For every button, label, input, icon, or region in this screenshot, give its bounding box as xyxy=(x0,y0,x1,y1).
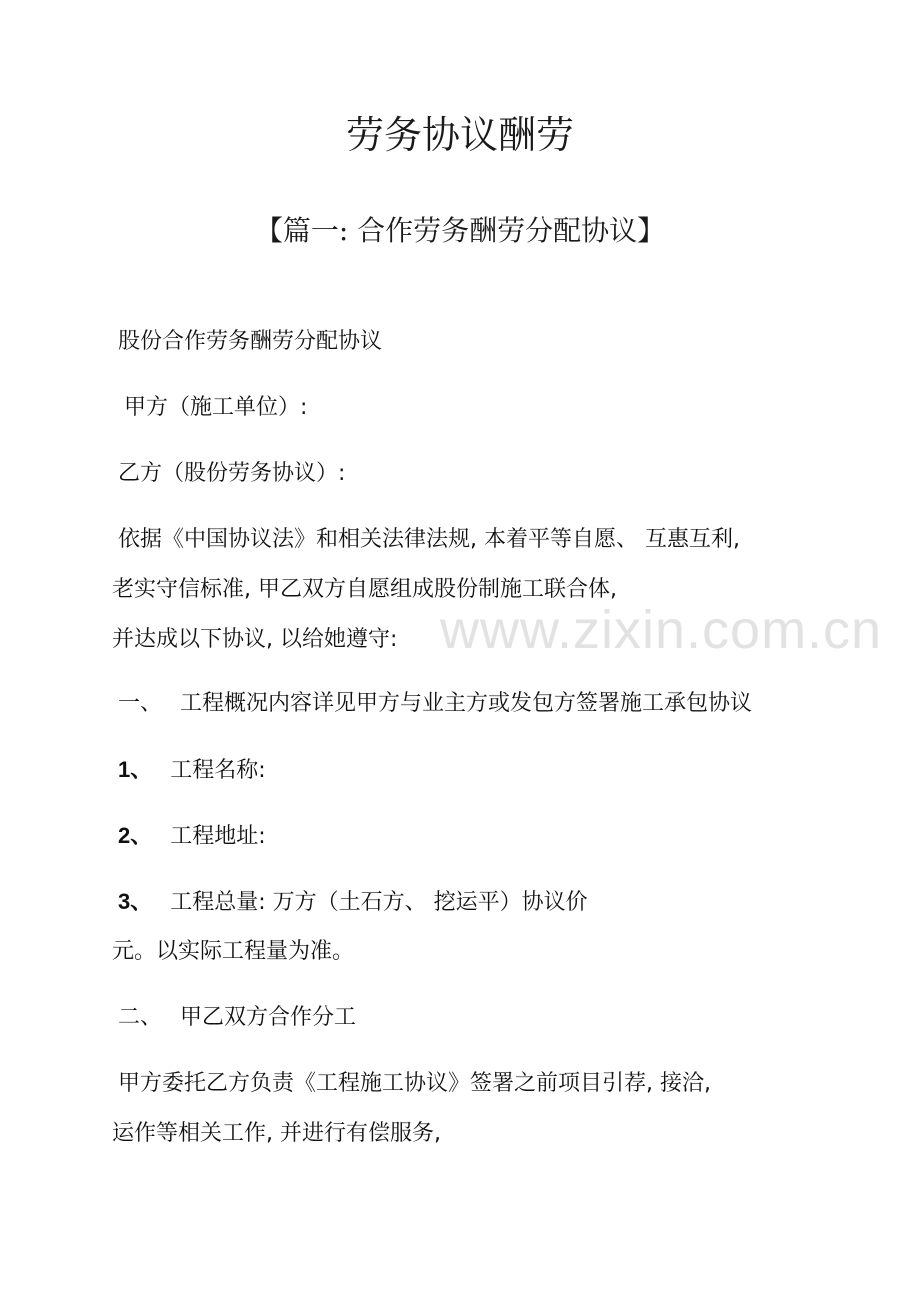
section-2-text: 甲乙双方合作分工 xyxy=(180,1005,357,1030)
intro-line-3: 并达成以下协议, 以给她遵守: xyxy=(112,627,398,652)
section-2-line-2: 运作等相关工作, 并进行有偿服务, xyxy=(112,1121,441,1146)
party-a-line: 甲方（施工单位）: xyxy=(124,395,308,420)
section-1-number: 一、 xyxy=(118,691,163,716)
document-title: 劳务协议酬劳 xyxy=(345,113,574,157)
item-1-number: 1、 xyxy=(118,757,153,782)
item-1-text: 工程名称: xyxy=(170,758,266,783)
item-2 xyxy=(118,820,266,853)
item-3 xyxy=(118,886,588,919)
intro-line-1: 依据《中国协议法》和相关法律法规, 本着平等自愿、 互惠互利, xyxy=(118,527,740,552)
item-2-text: 工程地址: xyxy=(170,824,266,849)
section-2-number: 二、 xyxy=(118,1005,163,1030)
item-3-continuation: 元。以实际工程量为准。 xyxy=(112,939,355,964)
item-1 xyxy=(118,754,266,787)
item-3-number: 3、 xyxy=(118,889,153,914)
section-2-heading xyxy=(118,1002,356,1034)
agreement-heading: 股份合作劳务酬劳分配协议 xyxy=(118,329,383,354)
document-subtitle: 【篇一: 合作劳务酬劳分配协议】 xyxy=(254,214,666,247)
intro-line-2: 老实守信标准, 甲乙双方自愿组成股份制施工联合体, xyxy=(112,577,617,602)
party-b-line: 乙方（股份劳务协议）: xyxy=(118,461,346,486)
section-1-heading xyxy=(118,688,752,720)
watermark: www.zixin.com.cn xyxy=(440,600,883,660)
section-2-line-1: 甲方委托乙方负责《工程施工协议》签署之前项目引荐, 接洽, xyxy=(118,1071,711,1096)
item-3-text: 工程总量: 万方（土石方、 挖运平）协议价 xyxy=(170,890,588,915)
item-2-number: 2、 xyxy=(118,823,153,848)
section-1-text: 工程概况内容详见甲方与业主方或发包方签署施工承包协议 xyxy=(180,691,753,716)
